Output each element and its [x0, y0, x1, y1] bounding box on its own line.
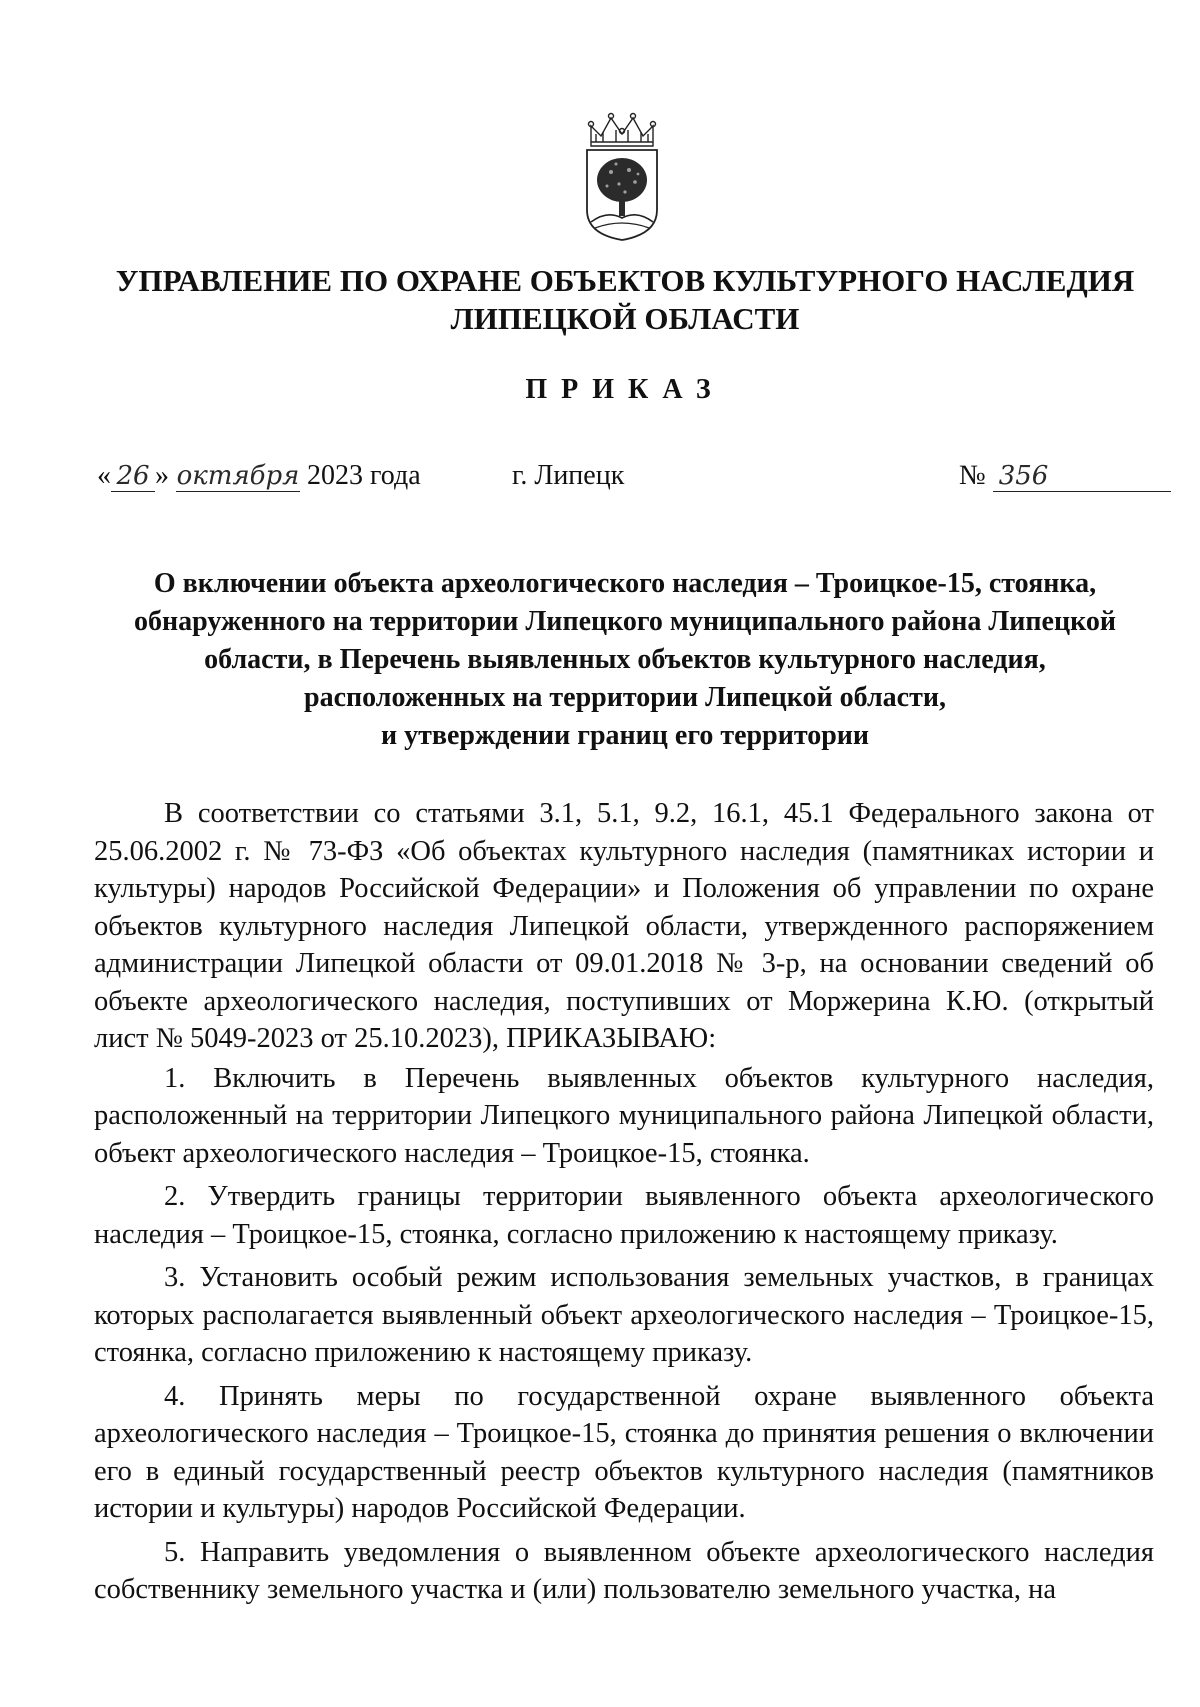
- date-day: 26: [111, 461, 155, 492]
- title-line-4: расположенных на территории Липецкой области,: [304, 682, 946, 713]
- document-number: [959, 460, 1171, 492]
- order-item-3: 3. Установить особый режим использования земельных участков, в границах которых располагается выявленный объект археологического наследия – Троицкое-15, стоянка, согласно приложению к настоящему приказу.: [94, 1262, 1154, 1368]
- date-month: октября: [176, 461, 300, 491]
- organization-line-2: ЛИПЕЦКОЙ ОБЛАСТИ: [450, 301, 800, 336]
- title-line-2: обнаруженного на территории Липецкого муниципального района Липецкой: [134, 606, 1116, 637]
- date-line: [97, 460, 1157, 510]
- order-item-5: 5. Направить уведомления о выявленном объекте археологического наследия собственнику земельного участка и (или) пользователю земельного участка, на: [94, 1536, 1154, 1605]
- title-line-5: и утверждении границ его территории: [380, 720, 870, 751]
- coat-of-arms-emblem: [583, 112, 661, 242]
- document-type: ПРИКАЗ: [525, 374, 725, 405]
- organization-line-1: УПРАВЛЕНИЕ ПО ОХРАНЕ ОБЪЕКТОВ КУЛЬТУРНОГО НАСЛЕДИЯ: [115, 263, 1135, 298]
- document-date: « 26 » октября 2023 года: [97, 460, 421, 491]
- document-city: г. Липецк: [512, 460, 625, 491]
- number-label: №: [959, 460, 986, 491]
- order-item-1: 1. Включить в Перечень выявленных объектов культурного наследия, расположенный на территории Липецкого муниципального района Липецкой области, объект археологического наследия – Троицкое-15, стоянка.: [94, 1062, 1154, 1169]
- order-item-2: 2. Утвердить границы территории выявленного объекта археологического наследия – Троицкое-15, стоянка, согласно приложению к настоящему приказу.: [94, 1181, 1154, 1250]
- number-value: 356: [993, 461, 1171, 492]
- organization-name: [100, 262, 1150, 338]
- document-body: [94, 795, 1154, 1609]
- order-item-4: 4. Принять меры по государственной охране выявленного объекта археологического наследия – Троицкое-15, стоянка до принятия решения о включении его в единый государственный реестр объектов культурного наследия (памятников истории и культуры) народов Российской Федерации.: [94, 1380, 1154, 1524]
- preamble-paragraph: В соответствии со статьями 3.1, 5.1, 9.2, 16.1, 45.1 Федерального закона от 25.06.2002 г. № 73-ФЗ «Об объектах культурного наследия (памятниках истории и культуры) народов Российской Федерации» и Положения об управлении по охране объектов культурного наследия Липецкой области, утвержденного распоряжением администрации Липецкой области от 09.01.2018 № 3-р, на основании сведений об объекте археологического наследия, поступивших от Моржерина К.Ю. (открытый лист № 5049-2023 от 25.10.2023), ПРИКАЗЫВАЮ:: [94, 798, 1154, 1054]
- title-line-1: О включении объекта археологического наследия – Троицкое-15, стоянка,: [153, 568, 1097, 599]
- document-title: [100, 565, 1150, 755]
- title-line-3: области, в Перечень выявленных объектов культурного наследия,: [204, 644, 1046, 675]
- date-year: 2023 года: [307, 460, 421, 491]
